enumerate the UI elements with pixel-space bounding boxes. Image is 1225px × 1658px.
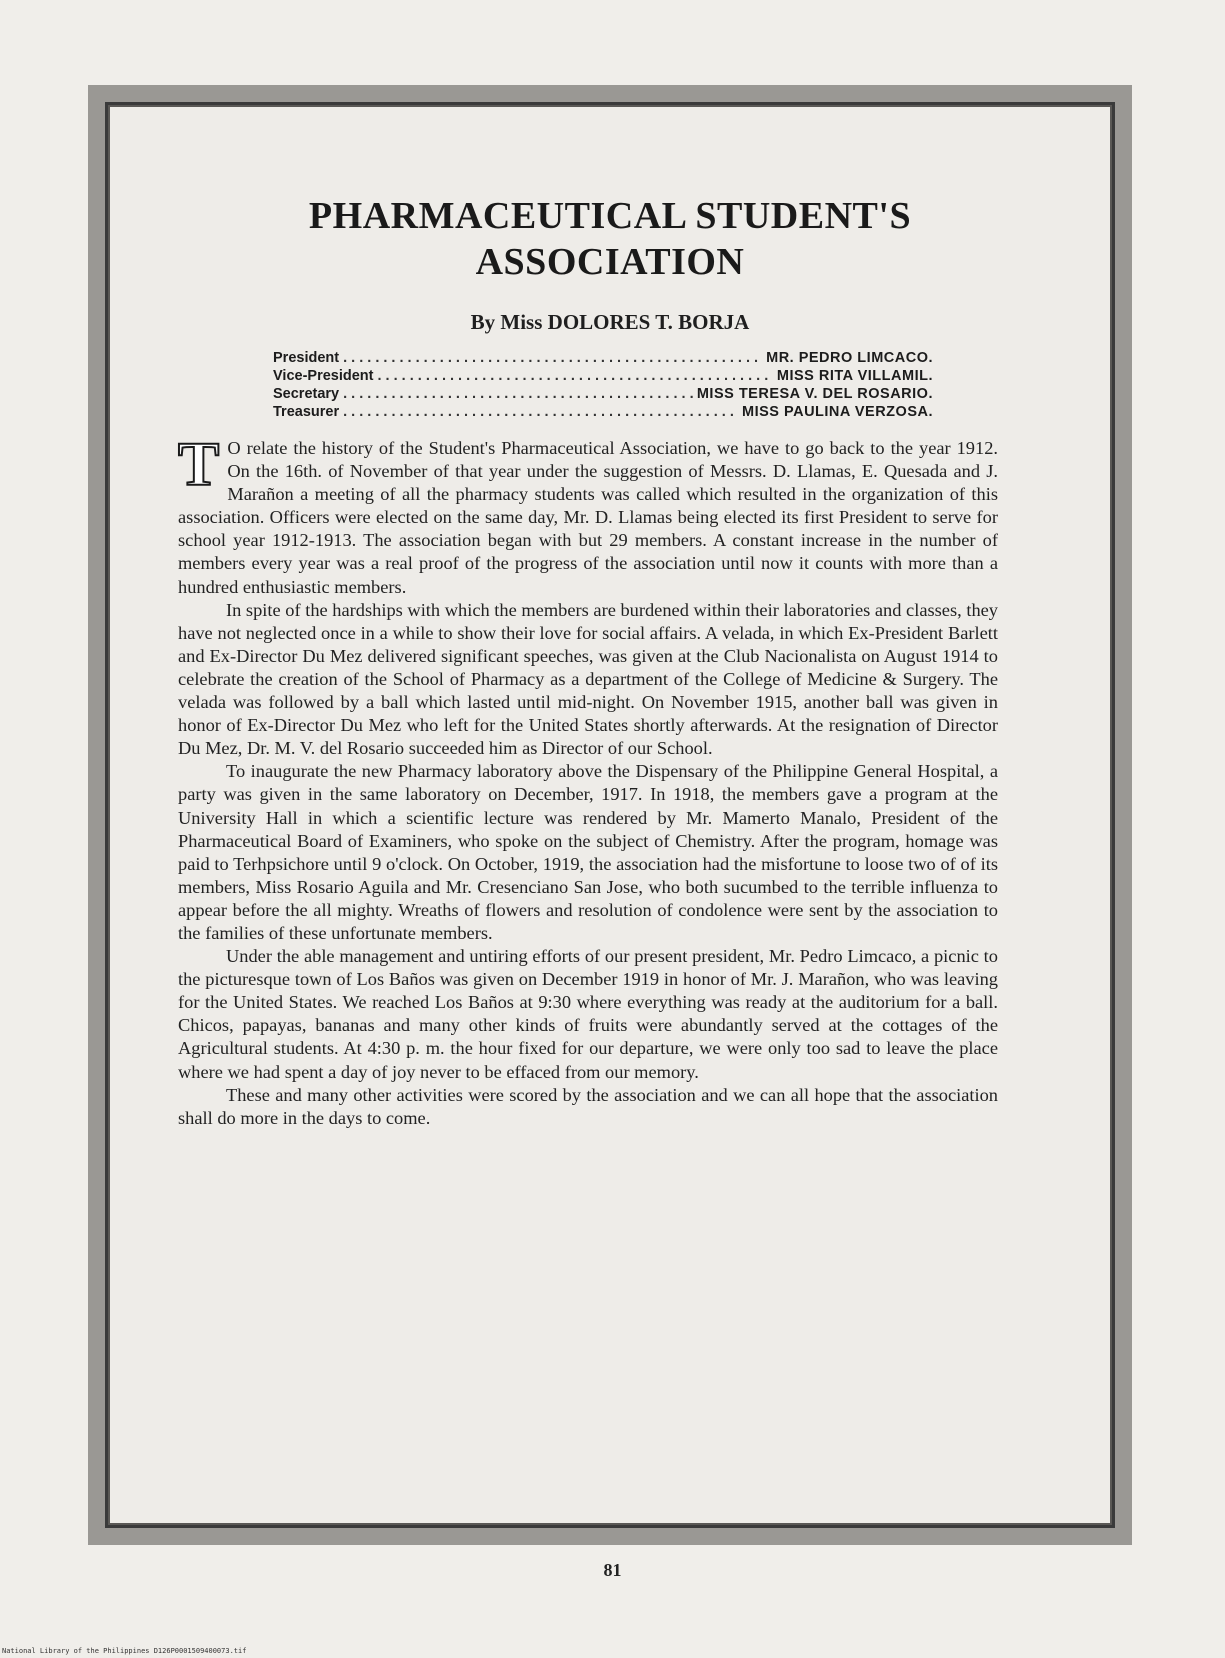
officer-row-president <box>273 349 933 367</box>
officer-role: Treasurer <box>273 404 340 420</box>
officers-list <box>273 349 933 421</box>
decorative-border-frame <box>88 85 1132 1545</box>
paragraph-text: O relate the history of the Student's Pharmaceutical Association, we have to go back to the year 1912. On the 16th. of November of that year under the suggestion of Messrs. D. Llamas, E. Quesada and J. Marañon a meeting of all the pharmacy students was called which resulted in the organization of this association. Officers were elected on the same day, Mr. D. Llamas being elected its first President to serve for school year 1912-1913. The association began with but 29 members. A constant increase in the number of members every year was a real proof of the progress of the association until now it counts with more than a hundred enthusiastic members. <box>178 438 998 597</box>
officer-row-vice-president <box>273 367 933 385</box>
leader-dots <box>343 349 762 367</box>
officer-role: Secretary <box>273 386 340 402</box>
leader-dots <box>343 385 693 403</box>
byline: By Miss DOLORES T. BORJA <box>470 310 750 334</box>
body-paragraph-3: To inaugurate the new Pharmacy laboratory above the Dispensary of the Philippine General Hospital, a party was given in the same laboratory on December, 1917. In 1918, the members gave a program at the University Hall in which a scientific lecture was rendered by Mr. Mamerto Manalo, President of the Pharmaceutical Board of Examiners, who spoke on the subject of Chemistry. After the program, homage was paid to Terhpsichore until 9 o'clock. On October, 1919, the association had the misfortune to loose two of of its members, Miss Rosario Aguila and Mr. Cresenciano San Jose, who both sucumbed to the terrible influenza to appear before the all mighty. Wreaths of flowers and resolution of condolence were sent by the association to the families of these unfortunate members. <box>178 761 998 943</box>
article-title <box>108 193 1112 285</box>
officer-row-secretary <box>273 385 933 403</box>
officer-name: MR. PEDRO LIMCACO. <box>766 350 933 366</box>
body-paragraph-5: These and many other activities were scored by the association and we can all hope that the association shall do more in the days to come. <box>178 1084 998 1128</box>
title-line-1: PHARMACEUTICAL STUDENT'S <box>308 195 912 237</box>
officer-name: MISS PAULINA VERZOSA. <box>742 404 933 420</box>
officer-row-treasurer <box>273 403 933 421</box>
article-body <box>178 431 998 1130</box>
officer-role: Vice-President <box>273 368 374 384</box>
leader-dots <box>377 367 772 385</box>
leader-dots <box>343 403 738 421</box>
drop-cap: T <box>178 431 220 499</box>
officer-name: MISS TERESA V. DEL ROSARIO. <box>696 386 933 402</box>
page-number: 81 <box>603 1560 622 1580</box>
officer-role: President <box>273 350 340 366</box>
body-paragraph-1 <box>178 431 998 599</box>
title-line-2: ASSOCIATION <box>475 241 745 283</box>
body-paragraph-2: In spite of the hardships with which the members are burdened within their laboratories and classes, they have not neglected once in a while to show their love for social affairs. A velada, in which Ex-President Barlett and Ex-Director Du Mez delivered significant speeches, was given at the Club Nacionalista on August 1914 to celebrate the creation of the School of Pharmacy as a department of the College of Medicine & Surgery. The velada was followed by a ball which lasted until mid-night. On November 1915, another ball was given in honor of Ex-Director Du Mez who left for the United States shortly afterwards. At the resignation of Director Du Mez, Dr. M. V. del Rosario succeeded him as Director of our School. <box>178 599 998 759</box>
body-paragraph-4: Under the able management and untiring efforts of our present president, Mr. Pedro Limcaco, a picnic to the picturesque town of Los Baños was given on December 1919 in honor of Mr. J. Marañon, who was leaving for the United States. We reached Los Baños at 9:30 where everything was ready at the auditorium for a ball. Chicos, papayas, bananas and many other kinds of fruits were abundantly served at the cottages of the Agricultural students. At 4:30 p. m. the hour fixed for our departure, we were only too sad to leave the place where we had spent a day of joy never to be effaced from our memory. <box>178 946 998 1082</box>
officer-name: MISS RITA VILLAMIL. <box>776 368 933 384</box>
scan-credit: National Library of the Philippines D126P0001509400073.tif <box>2 1647 247 1655</box>
